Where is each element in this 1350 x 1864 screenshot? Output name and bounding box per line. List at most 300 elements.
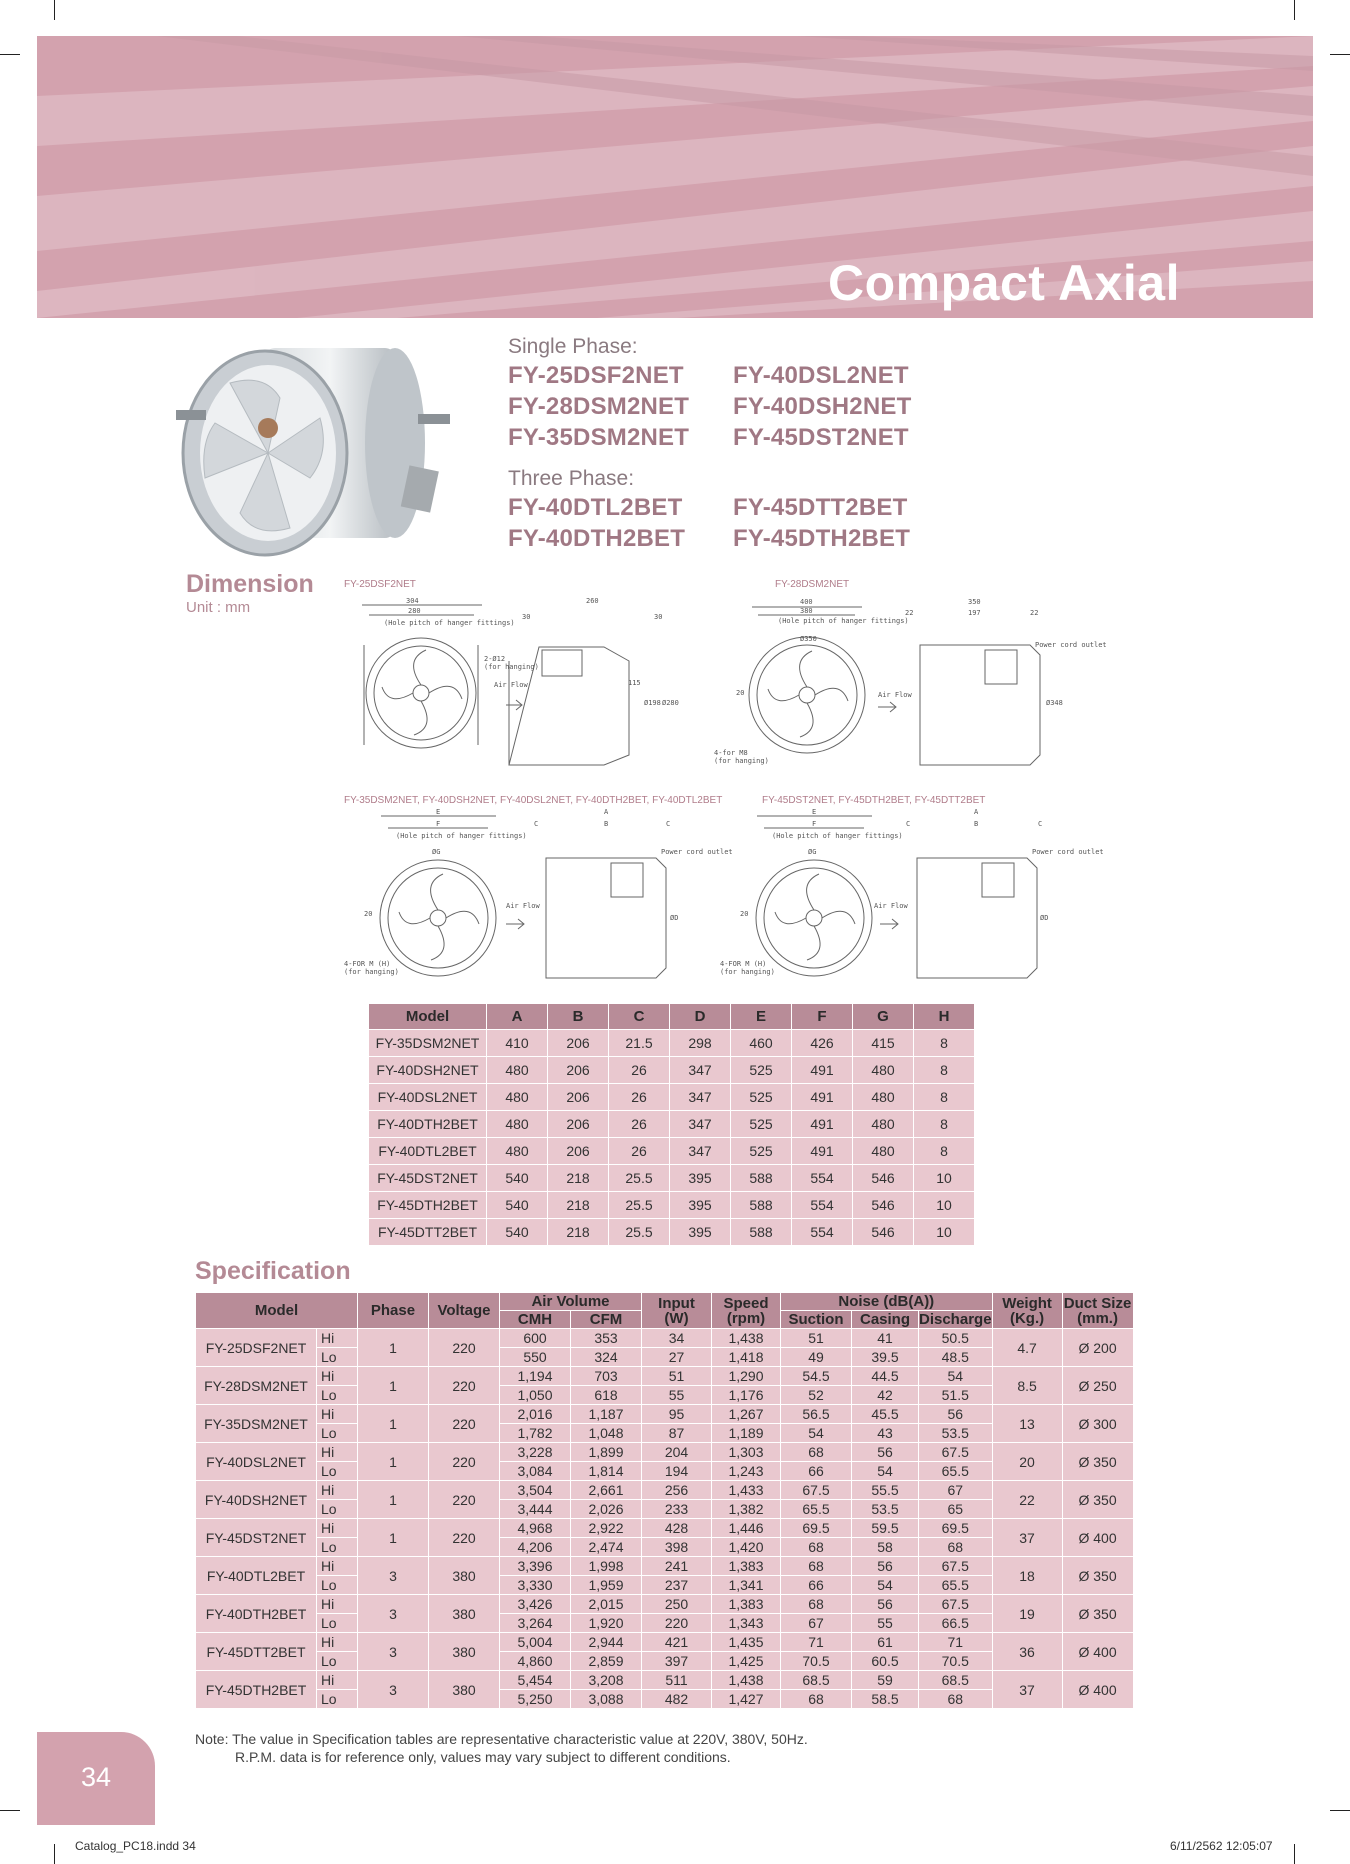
voltage-cell: 220 — [429, 1519, 499, 1556]
table-cell: 51 — [642, 1367, 711, 1385]
column-header: G — [853, 1004, 913, 1029]
table-cell: 59 — [852, 1671, 918, 1689]
phase-cell: 3 — [358, 1557, 428, 1594]
column-header: C — [609, 1004, 669, 1029]
table-row — [369, 1219, 974, 1245]
voltage-cell: 220 — [429, 1367, 499, 1404]
table-cell: 428 — [642, 1519, 711, 1537]
table-cell: 65.5 — [781, 1500, 851, 1518]
dim-label: ØG — [432, 848, 441, 856]
table-cell: 61 — [852, 1633, 918, 1651]
weight-cell: 37 — [993, 1671, 1062, 1708]
table-cell: 218 — [548, 1165, 608, 1191]
table-cell: 65.5 — [919, 1576, 992, 1594]
table-cell: 68 — [919, 1538, 992, 1556]
note-line: Note: The value in Specification tables are representative characteristic value at 220V, 380V, 50Hz. — [195, 1731, 808, 1747]
table-cell: 1,446 — [712, 1519, 780, 1537]
dim-label: (for hanging) — [714, 757, 769, 765]
voltage-cell: 380 — [429, 1557, 499, 1594]
column-header: F — [792, 1004, 852, 1029]
duct-size-cell: Ø 350 — [1063, 1443, 1133, 1480]
table-cell: 554 — [792, 1165, 852, 1191]
table-cell: 588 — [731, 1219, 791, 1245]
table-cell: 68 — [781, 1538, 851, 1556]
duct-size-cell: Ø 250 — [1063, 1367, 1133, 1404]
table-cell: 1,433 — [712, 1481, 780, 1499]
table-cell: 45.5 — [852, 1405, 918, 1423]
table-cell: 4,968 — [500, 1519, 570, 1537]
table-cell: 27 — [642, 1348, 711, 1366]
table-cell: 5,250 — [500, 1690, 570, 1708]
table-cell: 480 — [853, 1057, 913, 1083]
footer-file-name: Catalog_PC18.indd 34 — [75, 1839, 196, 1853]
model-name: FY-40DSH2NET — [733, 393, 912, 420]
speed-level-label: Hi — [317, 1481, 357, 1499]
duct-size-cell: Ø 400 — [1063, 1671, 1133, 1708]
phase-cell: 1 — [358, 1405, 428, 1442]
speed-level-label: Hi — [317, 1671, 357, 1689]
speed-level-label: Hi — [317, 1557, 357, 1575]
phase-cell: 1 — [358, 1329, 428, 1366]
table-cell: 3,228 — [500, 1443, 570, 1461]
dim-label: 197 — [968, 609, 981, 617]
duct-size-cell: Ø 350 — [1063, 1595, 1133, 1632]
table-cell: 54 — [919, 1367, 992, 1385]
voltage-cell: 220 — [429, 1329, 499, 1366]
table-cell: 21.5 — [609, 1030, 669, 1056]
table-cell: 43 — [852, 1424, 918, 1442]
table-cell: 540 — [487, 1192, 547, 1218]
table-cell: 206 — [548, 1111, 608, 1137]
table-cell: 69.5 — [919, 1519, 992, 1537]
table-cell: 71 — [919, 1633, 992, 1651]
column-header: Voltage — [429, 1293, 499, 1328]
weight-cell: 4.7 — [993, 1329, 1062, 1366]
model-cell: FY-45DTT2BET — [196, 1633, 316, 1670]
column-header: CMH — [500, 1311, 570, 1328]
unit-label: Unit : mm — [186, 599, 251, 616]
table-cell: 347 — [670, 1057, 730, 1083]
dim-label: Air Flow — [506, 902, 540, 910]
table-cell: 67.5 — [781, 1481, 851, 1499]
header-text: Speed — [723, 1294, 769, 1312]
column-header: H — [914, 1004, 974, 1029]
table-cell: 26 — [609, 1084, 669, 1110]
dim-label: B — [604, 820, 609, 828]
header-unit: (mm.) — [1077, 1309, 1118, 1327]
column-header: E — [731, 1004, 791, 1029]
phase-cell: 1 — [358, 1519, 428, 1556]
model-name: FY-45DST2NET — [733, 424, 909, 451]
table-cell: 71 — [781, 1633, 851, 1651]
dimension-table — [368, 1003, 975, 1246]
table-cell: 554 — [792, 1192, 852, 1218]
table-cell: 56 — [919, 1405, 992, 1423]
table-cell: 398 — [642, 1538, 711, 1556]
model-cell: FY-40DSH2NET — [369, 1057, 486, 1083]
table-cell: 218 — [548, 1219, 608, 1245]
table-row — [196, 1519, 1133, 1537]
table-cell: 415 — [853, 1030, 913, 1056]
table-cell: 1,420 — [712, 1538, 780, 1556]
model-cell: FY-35DSM2NET — [196, 1405, 316, 1442]
dimension-drawing-45 — [712, 808, 1104, 983]
page-title: Compact Axial — [828, 255, 1180, 311]
table-cell: 41 — [852, 1329, 918, 1347]
table-cell: 25.5 — [609, 1219, 669, 1245]
table-cell: 3,330 — [500, 1576, 570, 1594]
table-cell: 4,206 — [500, 1538, 570, 1556]
table-cell: 1,438 — [712, 1329, 780, 1347]
speed-level-label: Hi — [317, 1595, 357, 1613]
model-cell: FY-45DST2NET — [196, 1519, 316, 1556]
table-cell: 2,944 — [571, 1633, 641, 1651]
speed-level-label: Hi — [317, 1443, 357, 1461]
three-phase-label: Three Phase: — [508, 467, 635, 490]
table-cell: 66.5 — [919, 1614, 992, 1632]
table-row — [369, 1057, 974, 1083]
duct-size-cell: Ø 350 — [1063, 1557, 1133, 1594]
weight-cell: 13 — [993, 1405, 1062, 1442]
table-cell: 1,341 — [712, 1576, 780, 1594]
dim-label: Air Flow — [494, 681, 528, 689]
table-cell: 3,088 — [571, 1690, 641, 1708]
table-cell: 525 — [731, 1057, 791, 1083]
column-header-duct — [1063, 1293, 1133, 1328]
model-cell: FY-35DSM2NET — [369, 1030, 486, 1056]
table-cell: 206 — [548, 1138, 608, 1164]
dim-label: ØD — [1040, 914, 1049, 922]
dim-label: F — [812, 820, 817, 828]
table-row — [369, 1192, 974, 1218]
table-row — [196, 1481, 1133, 1499]
table-header-row — [196, 1293, 1133, 1310]
speed-level-label: Hi — [317, 1367, 357, 1385]
table-cell: 480 — [487, 1057, 547, 1083]
dim-label: 4-FOR M (H) — [720, 960, 767, 968]
dim-label: (for hanging) — [484, 663, 539, 671]
table-cell: 1,383 — [712, 1595, 780, 1613]
table-cell: 51 — [781, 1329, 851, 1347]
dim-label: 20 — [364, 910, 373, 918]
speed-level-label: Lo — [317, 1614, 357, 1632]
table-cell: 2,922 — [571, 1519, 641, 1537]
table-cell: 550 — [500, 1348, 570, 1366]
column-header: Air Volume — [500, 1293, 641, 1310]
dim-label: 20 — [740, 910, 749, 918]
table-cell: 1,382 — [712, 1500, 780, 1518]
crop-mark — [54, 0, 55, 20]
table-cell: 480 — [853, 1111, 913, 1137]
table-cell: 324 — [571, 1348, 641, 1366]
table-cell: 59.5 — [852, 1519, 918, 1537]
voltage-cell: 380 — [429, 1633, 499, 1670]
table-cell: 2,661 — [571, 1481, 641, 1499]
table-cell: 1,267 — [712, 1405, 780, 1423]
table-cell: 1,187 — [571, 1405, 641, 1423]
table-cell: 353 — [571, 1329, 641, 1347]
table-cell: 50.5 — [919, 1329, 992, 1347]
table-cell: 55.5 — [852, 1481, 918, 1499]
table-cell: 3,084 — [500, 1462, 570, 1480]
model-cell: FY-40DTL2BET — [196, 1557, 316, 1594]
model-name: FY-45DTH2BET — [733, 525, 911, 552]
table-cell: 67 — [781, 1614, 851, 1632]
table-cell: 48.5 — [919, 1348, 992, 1366]
dim-label: 22 — [905, 609, 914, 617]
header-text: Weight — [1002, 1294, 1052, 1312]
dim-label: Air Flow — [878, 691, 912, 699]
column-header: Suction — [781, 1311, 851, 1328]
table-cell: 67.5 — [919, 1557, 992, 1575]
column-header: Model — [196, 1293, 357, 1328]
table-cell: 8 — [914, 1138, 974, 1164]
table-cell: 395 — [670, 1165, 730, 1191]
table-cell: 87 — [642, 1424, 711, 1442]
table-cell: 3,396 — [500, 1557, 570, 1575]
dim-label: 30 — [654, 613, 663, 621]
dim-label: 400 — [800, 598, 813, 606]
table-cell: 2,026 — [571, 1500, 641, 1518]
table-cell: 49 — [781, 1348, 851, 1366]
speed-level-label: Lo — [317, 1348, 357, 1366]
dim-label: Power cord outlet — [661, 848, 733, 856]
table-cell: 1,998 — [571, 1557, 641, 1575]
table-cell: 491 — [792, 1111, 852, 1137]
table-cell: 1,425 — [712, 1652, 780, 1670]
table-cell: 68 — [919, 1690, 992, 1708]
table-cell: 460 — [731, 1030, 791, 1056]
table-cell: 618 — [571, 1386, 641, 1404]
table-cell: 588 — [731, 1165, 791, 1191]
table-cell: 3,264 — [500, 1614, 570, 1632]
dim-label: A — [604, 808, 609, 816]
table-cell: 600 — [500, 1329, 570, 1347]
table-cell: 56 — [852, 1443, 918, 1461]
speed-level-label: Lo — [317, 1462, 357, 1480]
table-row — [196, 1671, 1133, 1689]
table-cell: 3,444 — [500, 1500, 570, 1518]
table-cell: 67.5 — [919, 1595, 992, 1613]
dim-label: Ø350 — [800, 635, 817, 643]
column-header-input — [642, 1293, 711, 1328]
header-text: Input — [658, 1294, 695, 1312]
weight-cell: 18 — [993, 1557, 1062, 1594]
table-cell: 60.5 — [852, 1652, 918, 1670]
table-cell: 3,504 — [500, 1481, 570, 1499]
model-cell: FY-40DSL2NET — [369, 1084, 486, 1110]
table-cell: 397 — [642, 1652, 711, 1670]
table-cell: 68.5 — [919, 1671, 992, 1689]
table-row — [369, 1084, 974, 1110]
table-cell: 2,859 — [571, 1652, 641, 1670]
table-cell: 68 — [781, 1443, 851, 1461]
duct-size-cell: Ø 300 — [1063, 1405, 1133, 1442]
model-cell: FY-45DTT2BET — [369, 1219, 486, 1245]
crop-mark — [1330, 1810, 1350, 1811]
column-header-speed — [712, 1293, 780, 1328]
table-cell: 233 — [642, 1500, 711, 1518]
table-cell: 540 — [487, 1219, 547, 1245]
column-header: A — [487, 1004, 547, 1029]
specification-table-body — [196, 1329, 1133, 1708]
column-header: CFM — [571, 1311, 641, 1328]
table-cell: 1,050 — [500, 1386, 570, 1404]
phase-cell: 3 — [358, 1633, 428, 1670]
note — [195, 1730, 808, 1766]
table-cell: 204 — [642, 1443, 711, 1461]
table-cell: 347 — [670, 1138, 730, 1164]
table-cell: 26 — [609, 1138, 669, 1164]
dim-label: 350 — [968, 598, 981, 606]
single-phase-label: Single Phase: — [508, 335, 638, 358]
speed-level-label: Hi — [317, 1329, 357, 1347]
table-cell: 347 — [670, 1111, 730, 1137]
table-cell: 480 — [853, 1138, 913, 1164]
table-cell: 206 — [548, 1030, 608, 1056]
model-name: FY-35DSM2NET — [508, 424, 690, 451]
dim-label: (Hole pitch of hanger fittings) — [772, 832, 903, 840]
model-cell: FY-45DST2NET — [369, 1165, 486, 1191]
speed-level-label: Lo — [317, 1500, 357, 1518]
model-name: FY-40DTH2BET — [508, 525, 686, 552]
dim-label: Ø280 — [662, 699, 679, 707]
table-row — [196, 1557, 1133, 1575]
dim-label: 2-Ø12 — [484, 655, 506, 663]
model-cell: FY-45DTH2BET — [369, 1192, 486, 1218]
specification-table — [195, 1292, 1134, 1709]
table-cell: 25.5 — [609, 1165, 669, 1191]
voltage-cell: 220 — [429, 1481, 499, 1518]
table-cell: 2,016 — [500, 1405, 570, 1423]
model-cell: FY-25DSF2NET — [196, 1329, 316, 1366]
table-cell: 54 — [852, 1462, 918, 1480]
speed-level-label: Hi — [317, 1633, 357, 1651]
dim-label: 280 — [408, 607, 421, 615]
drawing-caption: FY-35DSM2NET, FY-40DSH2NET, FY-40DSL2NET, FY-40DTH2BET, FY-40DTL2BET — [344, 795, 723, 806]
dim-label: 4-for M8 — [714, 749, 748, 757]
dim-label: Ø198 — [644, 699, 661, 707]
phase-cell: 3 — [358, 1595, 428, 1632]
weight-cell: 37 — [993, 1519, 1062, 1556]
speed-level-label: Lo — [317, 1576, 357, 1594]
table-cell: 66 — [781, 1462, 851, 1480]
drawing-caption: FY-28DSM2NET — [775, 579, 850, 590]
table-cell: 2,474 — [571, 1538, 641, 1556]
speed-level-label: Hi — [317, 1519, 357, 1537]
table-cell: 410 — [487, 1030, 547, 1056]
table-cell: 1,438 — [712, 1671, 780, 1689]
table-cell: 58 — [852, 1538, 918, 1556]
weight-cell: 19 — [993, 1595, 1062, 1632]
table-cell: 206 — [548, 1084, 608, 1110]
table-cell: 54.5 — [781, 1367, 851, 1385]
dim-label: (for hanging) — [720, 968, 775, 976]
dim-label: 20 — [736, 689, 745, 697]
table-cell: 4,860 — [500, 1652, 570, 1670]
table-cell: 10 — [914, 1165, 974, 1191]
dim-label: Power cord outlet — [1035, 641, 1107, 649]
column-header: Discharge — [919, 1311, 992, 1328]
table-cell: 26 — [609, 1111, 669, 1137]
header-banner — [37, 36, 1313, 318]
table-cell: 703 — [571, 1367, 641, 1385]
table-cell: 55 — [642, 1386, 711, 1404]
table-cell: 588 — [731, 1192, 791, 1218]
drawing-caption: FY-25DSF2NET — [344, 579, 416, 590]
table-cell: 44.5 — [852, 1367, 918, 1385]
column-header: B — [548, 1004, 608, 1029]
dimension-drawing-28 — [700, 595, 1107, 770]
table-cell: 8 — [914, 1111, 974, 1137]
voltage-cell: 220 — [429, 1443, 499, 1480]
dimension-drawing-25 — [344, 595, 679, 770]
page-number: 34 — [80, 1762, 112, 1792]
table-cell: 1,383 — [712, 1557, 780, 1575]
table-cell: 66 — [781, 1576, 851, 1594]
table-cell: 554 — [792, 1219, 852, 1245]
table-cell: 540 — [487, 1165, 547, 1191]
table-cell: 26 — [609, 1057, 669, 1083]
table-cell: 395 — [670, 1219, 730, 1245]
table-cell: 546 — [853, 1165, 913, 1191]
table-cell: 53.5 — [852, 1500, 918, 1518]
table-cell: 67.5 — [919, 1443, 992, 1461]
header-unit: (rpm) — [726, 1309, 766, 1327]
model-cell: FY-40DTL2BET — [369, 1138, 486, 1164]
table-cell: 52 — [781, 1386, 851, 1404]
dim-label: ØD — [670, 914, 679, 922]
three-phase-model-list — [508, 494, 968, 553]
column-header-weight — [993, 1293, 1062, 1328]
table-row — [196, 1633, 1133, 1651]
header-unit: (W) — [664, 1309, 689, 1327]
table-cell: 25.5 — [609, 1192, 669, 1218]
table-cell: 10 — [914, 1219, 974, 1245]
table-cell: 1,782 — [500, 1424, 570, 1442]
table-cell: 480 — [487, 1111, 547, 1137]
weight-cell: 20 — [993, 1443, 1062, 1480]
table-cell: 256 — [642, 1481, 711, 1499]
table-cell: 218 — [548, 1192, 608, 1218]
header-unit: (Kg.) — [1009, 1309, 1045, 1327]
table-cell: 56 — [852, 1595, 918, 1613]
crop-mark — [0, 54, 20, 55]
table-cell: 1,920 — [571, 1614, 641, 1632]
column-header: D — [670, 1004, 730, 1029]
table-row — [196, 1443, 1133, 1461]
table-cell: 68.5 — [781, 1671, 851, 1689]
table-cell: 54 — [852, 1576, 918, 1594]
table-cell: 53.5 — [919, 1424, 992, 1442]
column-header: Noise (dB(A)) — [781, 1293, 992, 1310]
table-cell: 206 — [548, 1057, 608, 1083]
dim-label: 304 — [406, 597, 419, 605]
model-cell: FY-40DSH2NET — [196, 1481, 316, 1518]
model-name: FY-40DTL2BET — [508, 494, 683, 521]
table-cell: 2,015 — [571, 1595, 641, 1613]
table-cell: 298 — [670, 1030, 730, 1056]
dim-label: C — [666, 820, 671, 828]
table-cell: 68 — [781, 1690, 851, 1708]
table-row — [369, 1111, 974, 1137]
dimension-title: Dimension — [186, 570, 314, 598]
table-cell: 241 — [642, 1557, 711, 1575]
duct-size-cell: Ø 350 — [1063, 1481, 1133, 1518]
table-cell: 1,303 — [712, 1443, 780, 1461]
table-cell: 3,426 — [500, 1595, 570, 1613]
table-cell: 8 — [914, 1084, 974, 1110]
